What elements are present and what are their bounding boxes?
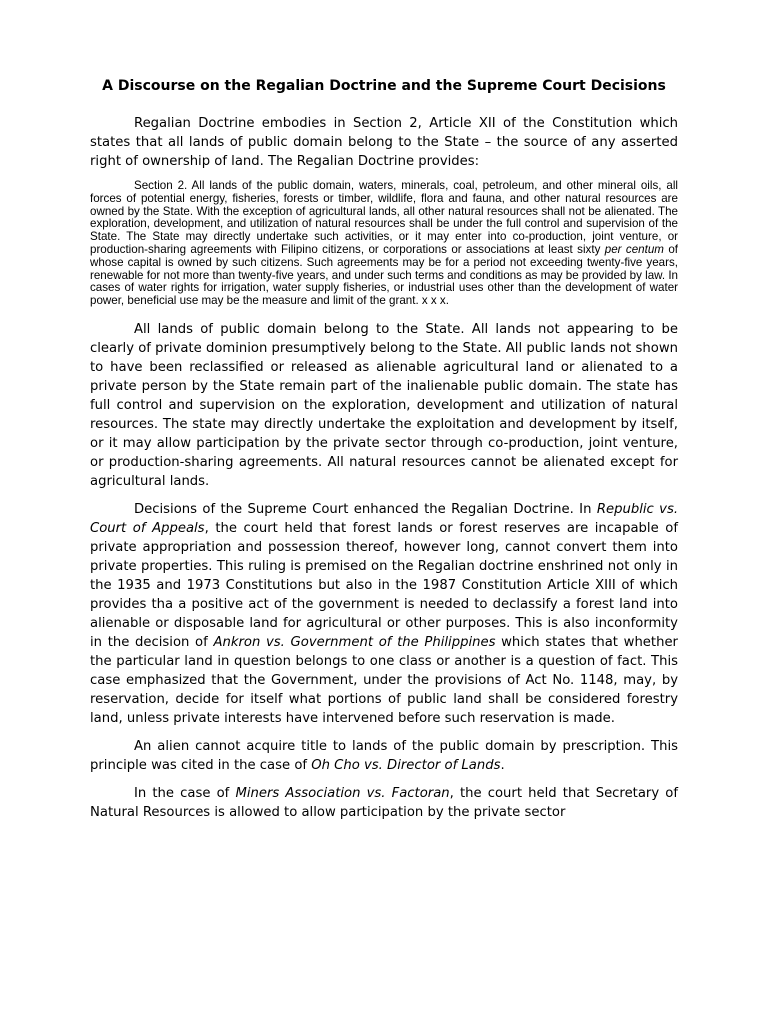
quote-italic-per-centum: per centum [604,242,664,256]
p3-text-c: which states that whether the particular land in question belongs to one class or another is a question of fact. This case emphasized that the Government, under the provisions of Act No. 1148, may, by reservation, decide for itself what portions of public land shall be considered forestry land, unless private interests have intervened before such reservation is made. [90,634,678,726]
p5-text-a: In the case of [134,785,236,801]
case-miners-association-vs-factoran: Miners Association vs. Factoran [235,785,450,801]
quoted-section-2 [90,180,678,308]
case-ankron-vs-government: Ankron vs. Government of the Philippines [213,634,496,650]
paragraph-intro: Regalian Doctrine embodies in Section 2, Article XII of the Constitution which states that all lands of public domain belong to the State – the source of any asserted right of ownership of land. The Regalian Doctrine provides: [90,116,678,169]
paragraph-miners-association [90,784,678,822]
quote-text-b: of whose capital is owned by such citizens. Such agreements may be for a period not exceeding twenty-five years, renewable for not more than twenty-five years, and under such terms and conditions as may be provided by law. In cases of water rights for irrigation, water supply fisheries, or industrial uses other than the development of water power, beneficial use may be the measure and limit of the grant. x x x. [90,242,678,308]
case-oh-cho-vs-director: Oh Cho vs. Director of Lands [311,757,501,773]
p4-text-a: An alien cannot acquire title to lands of the public domain by prescription. This principle was cited in the case of [90,738,678,773]
paragraph-public-domain: All lands of public domain belong to the State. All lands not appearing to be clearly of private dominion presumptively belong to the State. All public lands not shown to have been reclassified or released as alienable agricultural land or alienated to a private person by the State remain part of the inalienable public domain. The state has full control and supervision on the exploration, development and utilization of natural resources. The state may directly undertake the exploitation and development by itself, or it may allow participation by the private sector through co-production, joint venture, or production-sharing agreements. All natural resources cannot be alienated except for agricultural lands. [90,321,678,489]
paragraph-supreme-court [90,500,678,728]
p3-text-b: , the court held that forest lands or forest reserves are incapable of private appropriation and possession thereof, however long, cannot convert them into private properties. This ruling is premised on the Regalian doctrine enshrined not only in the 1935 and 1973 Constitutions but also in the 1987 Constitution Article XIII of which provides tha a positive act of the government is needed to declassify a forest land into alienable or disposable land for agricultural or other purposes. This is also inconformity in the decision of [90,520,678,650]
p3-text-a: Decisions of the Supreme Court enhanced the Regalian Doctrine. In [134,501,597,517]
case-republic-vs-court-of-appeals: Republic vs. Court of Appeals [90,501,679,536]
p4-text-b: . [500,757,505,773]
p5-text-b: , the court held that Secretary of Natural Resources is allowed to allow participation by the private sector [90,785,678,820]
paragraph-alien-prescription [90,737,678,775]
document-title: A Discourse on the Regalian Doctrine and the Supreme Court Decisions [102,78,666,94]
quote-text-a: Section 2. All lands of the public domain, waters, minerals, coal, petroleum, and other mineral oils, all forces of potential energy, fisheries, forests or timber, wildlife, flora and fauna, and other natural resources are owned by the State. With the exception of agricultural lands, all other natural resources shall not be alienated. The exploration, development, and utilization of natural resources shall be under the full control and supervision of the State. The State may directly undertake such activities, or it may enter into co-production, joint venture, or production-sharing agreements with Filipino citizens, or corporations or associations at least sixty [90,179,678,256]
